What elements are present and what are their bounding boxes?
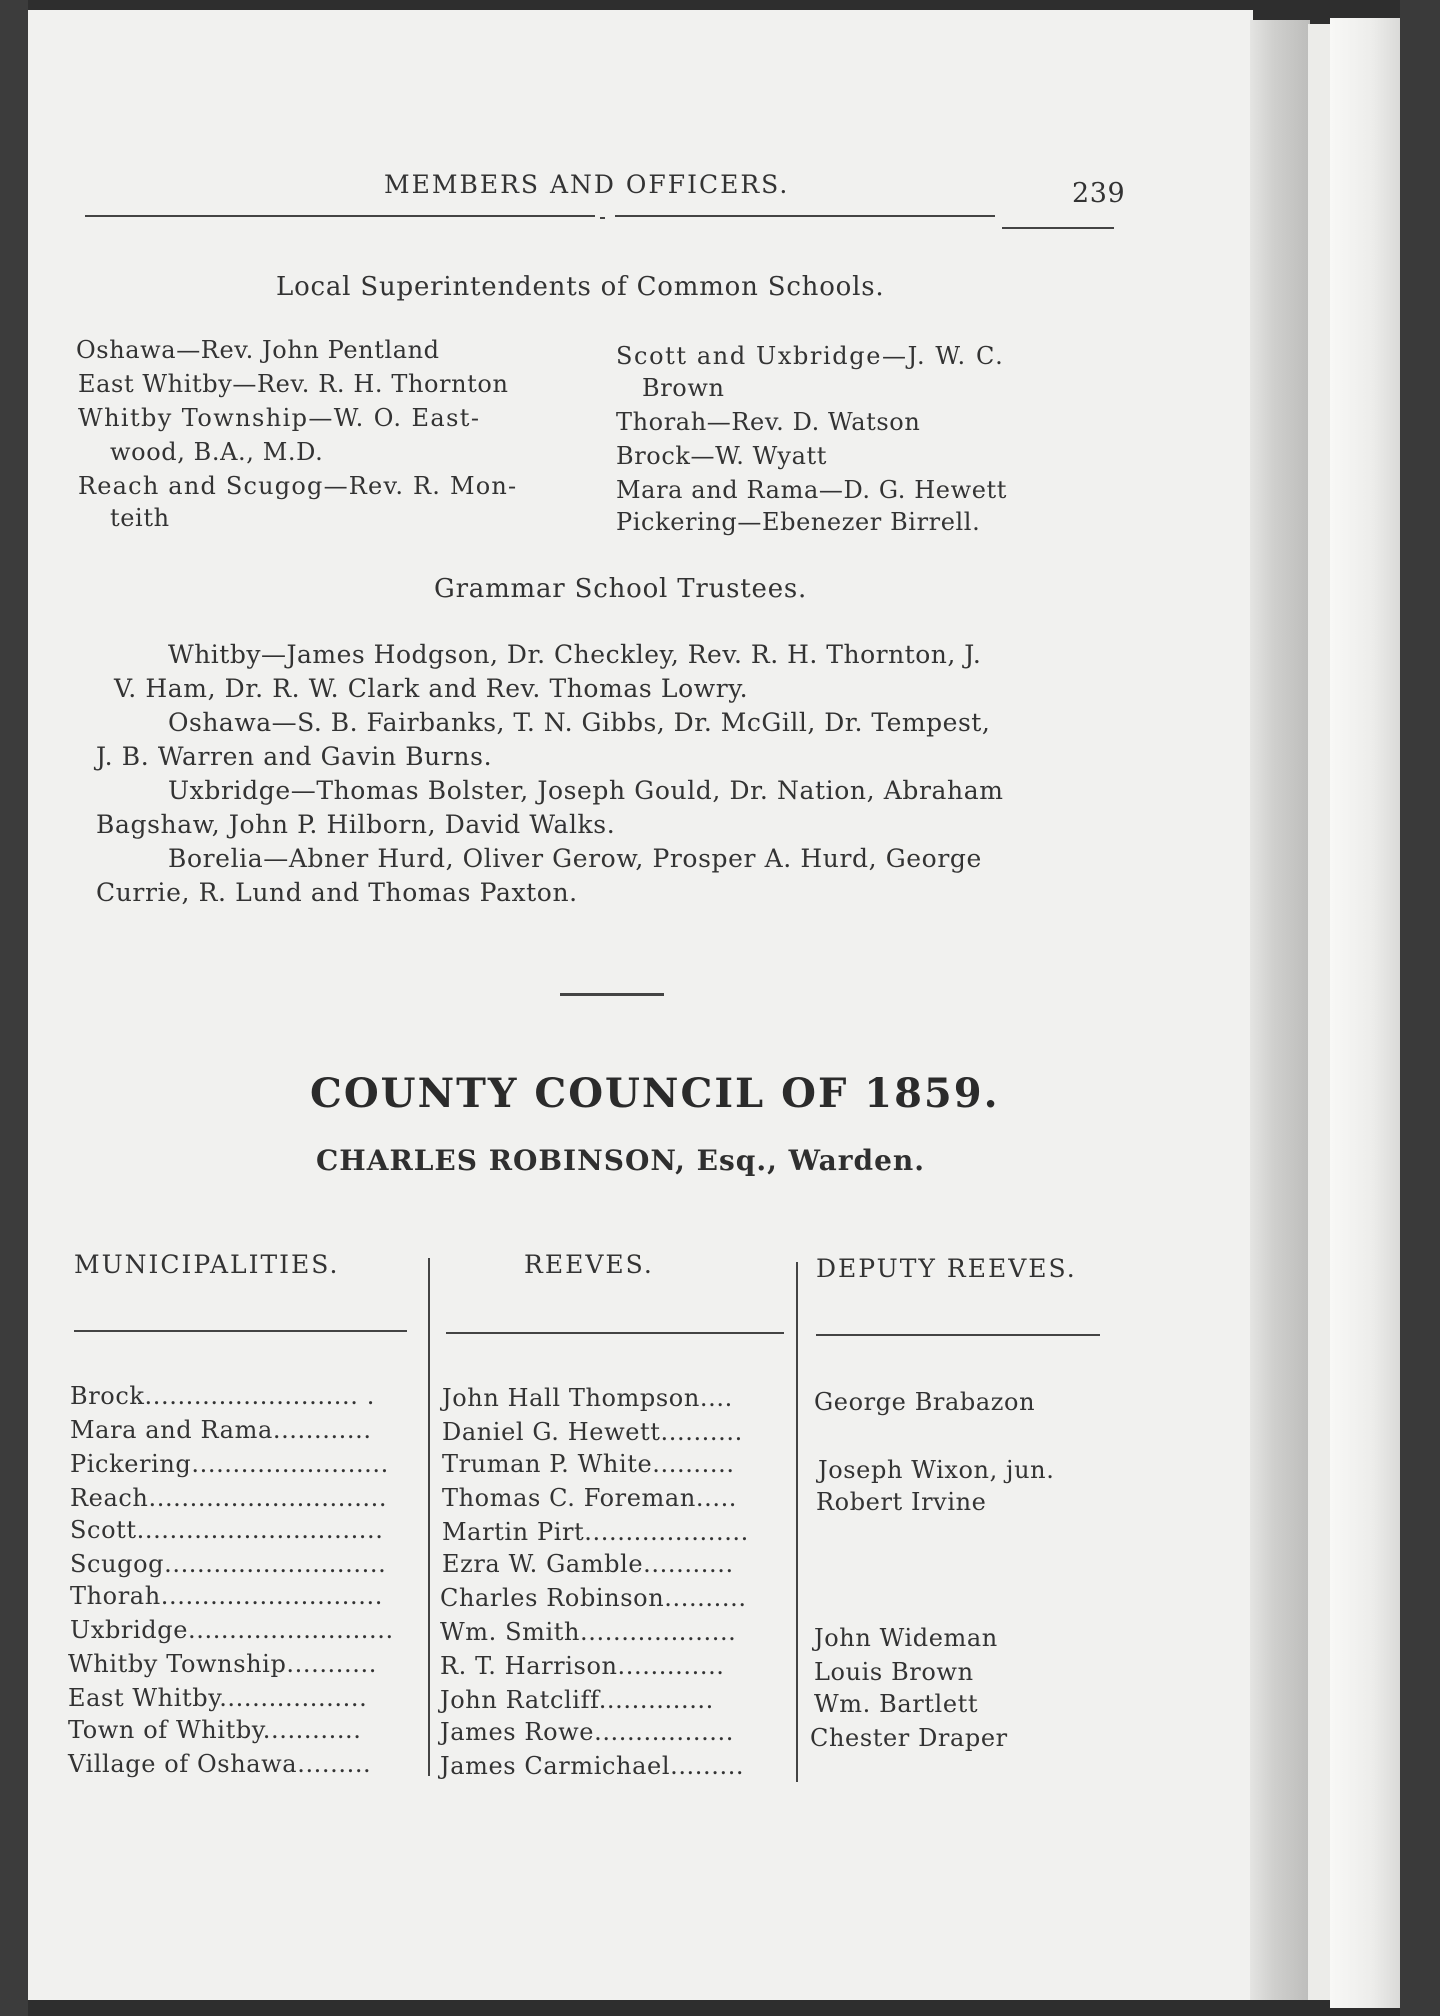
reeve-cell: Thomas C. Foreman..... xyxy=(442,1484,738,1512)
municipality-cell: Mara and Rama............ xyxy=(70,1416,372,1444)
header-rule-middle xyxy=(615,215,995,217)
superintendents-heading: Local Superintendents of Common Schools. xyxy=(276,272,885,302)
deputy-reeve-cell: Robert Irvine xyxy=(816,1488,987,1516)
trustees-line: Currie, R. Lund and Thomas Paxton. xyxy=(96,878,578,907)
municipality-cell: Reach............................. xyxy=(70,1484,388,1512)
trustees-heading: Grammar School Trustees. xyxy=(434,574,808,604)
superintendent-left-line: teith xyxy=(110,504,170,532)
superintendent-left-line: wood, B.A., M.D. xyxy=(110,438,324,466)
municipality-cell: Thorah........................... xyxy=(70,1582,383,1610)
trustees-line: J. B. Warren and Gavin Burns. xyxy=(96,742,493,771)
municipality-cell: Pickering........................ xyxy=(70,1450,389,1478)
page-number: 239 xyxy=(1072,178,1126,209)
reeve-cell: James Carmichael......... xyxy=(440,1752,745,1780)
trustees-line: Bagshaw, John P. Hilborn, David Walks. xyxy=(96,810,616,839)
municipality-cell: Village of Oshawa......... xyxy=(68,1750,372,1778)
column-header-deputy-reeves: DEPUTY REEVES. xyxy=(816,1254,1077,1283)
deputy-reeve-cell: John Wideman xyxy=(814,1624,998,1652)
deputy-reeve-cell: Louis Brown xyxy=(814,1658,974,1686)
deputy-reeve-cell: Chester Draper xyxy=(810,1724,1008,1752)
header-rule-left xyxy=(85,215,595,217)
reeve-cell: R. T. Harrison............. xyxy=(440,1652,725,1680)
reeve-cell: Ezra W. Gamble........... xyxy=(442,1550,734,1578)
running-header: MEMBERS AND OFFICERS. xyxy=(384,170,790,199)
trustees-line: Borelia—Abner Hurd, Oliver Gerow, Prosper A. Hurd, George xyxy=(168,844,982,873)
column-header-reeves: REEVES. xyxy=(524,1250,654,1279)
municipality-cell: East Whitby.................. xyxy=(68,1684,368,1712)
page-stack-edge xyxy=(1330,18,1400,2008)
deputy-reeve-cell: George Brabazon xyxy=(814,1388,1036,1416)
trustees-line: Uxbridge—Thomas Bolster, Joseph Gould, Dr. Nation, Abraham xyxy=(168,776,1004,805)
municipality-cell: Brock.......................... . xyxy=(70,1382,375,1410)
superintendent-left-line: Reach and Scugog—Rev. R. Mon- xyxy=(78,472,518,500)
superintendent-left-line: Oshawa—Rev. John Pentland xyxy=(76,336,440,364)
municipality-cell: Scott.............................. xyxy=(70,1516,384,1544)
page-edge xyxy=(1308,24,1330,2000)
reeve-cell: John Hall Thompson.... xyxy=(442,1384,733,1412)
municipality-cell: Whitby Township........... xyxy=(68,1650,377,1678)
reeve-cell: Truman P. White.......... xyxy=(442,1450,735,1478)
trustees-line: Whitby—James Hodgson, Dr. Checkley, Rev. R. H. Thornton, J. xyxy=(168,640,982,669)
reeve-cell: John Ratcliff.............. xyxy=(440,1686,714,1714)
reeve-cell: Wm. Smith................... xyxy=(440,1618,737,1646)
superintendent-left-line: Whitby Township—W. O. East- xyxy=(78,404,481,432)
superintendent-right-line: Mara and Rama—D. G. Hewett xyxy=(616,476,1008,504)
superintendent-right-line: Brown xyxy=(642,374,725,402)
column-divider xyxy=(796,1262,798,1782)
reeve-cell: Charles Robinson.......... xyxy=(440,1584,747,1612)
reeve-cell: Martin Pirt.................... xyxy=(442,1518,749,1546)
superintendent-right-line: Pickering—Ebenezer Birrell. xyxy=(616,508,981,536)
header-rule-right xyxy=(1002,227,1114,229)
council-warden: CHARLES ROBINSON, Esq., Warden. xyxy=(316,1144,925,1177)
deputy-reeve-cell: Joseph Wixon, jun. xyxy=(818,1456,1055,1484)
council-title: COUNTY COUNCIL OF 1859. xyxy=(310,1070,1000,1117)
section-divider xyxy=(560,993,664,996)
superintendent-right-line: Thorah—Rev. D. Watson xyxy=(616,408,921,436)
reeve-cell: James Rowe................. xyxy=(440,1718,734,1746)
right-dark-border xyxy=(1400,0,1440,2016)
reeve-cell: Daniel G. Hewett.......... xyxy=(442,1418,743,1446)
municipality-cell: Scugog........................... xyxy=(70,1550,387,1578)
column-underline xyxy=(74,1330,407,1332)
superintendent-right-line: Scott and Uxbridge—J. W. C. xyxy=(616,342,1005,370)
page-edge-shadow xyxy=(1250,20,1310,2000)
left-dark-border xyxy=(0,0,28,2016)
trustees-line: V. Ham, Dr. R. W. Clark and Rev. Thomas Lowry. xyxy=(114,674,749,703)
column-underline xyxy=(816,1334,1100,1336)
column-underline xyxy=(446,1332,784,1334)
header-rule-dot xyxy=(600,217,605,219)
superintendent-right-line: Brock—W. Wyatt xyxy=(616,442,827,470)
column-header-municipalities: MUNICIPALITIES. xyxy=(74,1250,340,1279)
column-divider xyxy=(428,1258,430,1776)
superintendent-left-line: East Whitby—Rev. R. H. Thornton xyxy=(78,370,509,398)
municipality-cell: Uxbridge......................... xyxy=(70,1616,394,1644)
trustees-line: Oshawa—S. B. Fairbanks, T. N. Gibbs, Dr. McGill, Dr. Tempest, xyxy=(168,708,991,737)
municipality-cell: Town of Whitby............ xyxy=(68,1716,362,1744)
deputy-reeve-cell: Wm. Bartlett xyxy=(814,1690,979,1718)
